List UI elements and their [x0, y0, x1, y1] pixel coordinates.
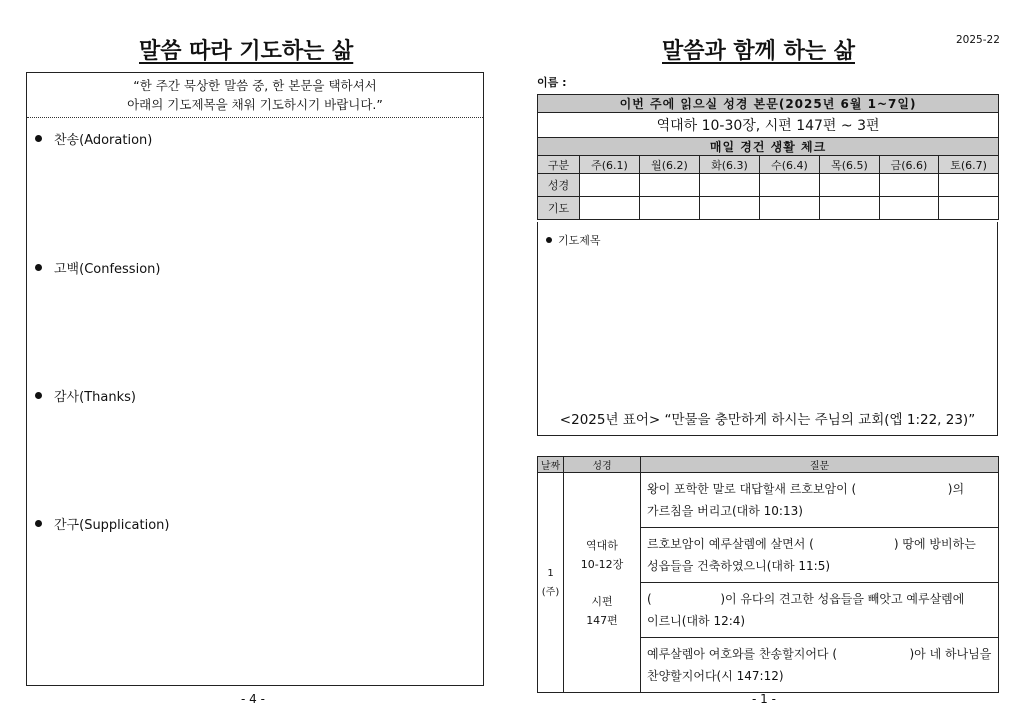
bible-chapters-2: 147편: [586, 613, 618, 627]
quiz-table: [537, 456, 999, 693]
row-label-bible: 성경: [538, 174, 580, 197]
instruction-line-2: 아래의 기도제목을 채워 기도하시기 바랍니다.”: [127, 97, 383, 112]
question-line: 찬양할지어다(시 147:12): [647, 669, 784, 683]
question-line: 이르니(대하 12:4): [647, 614, 746, 628]
prayer-box: [537, 222, 998, 436]
left-page-title: 말씀 따라 기도하는 삶: [139, 39, 354, 64]
category-thanks: [35, 386, 136, 405]
question-line: 가르침을 버리고(대하 10:13): [647, 504, 803, 518]
check-cell[interactable]: [640, 174, 700, 197]
category-confession: [35, 258, 160, 277]
check-cell[interactable]: [640, 197, 700, 220]
right-page-title: 말씀과 함께 하는 삶: [662, 39, 855, 64]
quiz-date: [538, 473, 564, 693]
day-header-label: 구분: [538, 156, 580, 174]
question-4[interactable]: [641, 638, 999, 693]
check-cell[interactable]: [880, 174, 939, 197]
question-2[interactable]: [641, 528, 999, 583]
category-adoration: [35, 129, 152, 148]
question-3[interactable]: [641, 583, 999, 638]
category-supplication: [35, 514, 170, 533]
question-line: ( )이 유다의 견고한 성읍들을 빼앗고 예루살렘에: [647, 592, 965, 606]
check-cell[interactable]: [820, 174, 880, 197]
question-line: 르호보암이 예루살렘에 살면서 ( ) 땅에 방비하는: [647, 537, 976, 551]
bullet-icon: [35, 392, 42, 399]
quiz-bible: [564, 473, 641, 693]
check-cell[interactable]: [760, 174, 820, 197]
category-label: 감사(Thanks): [54, 390, 136, 405]
date-number: 1: [547, 567, 554, 579]
question-line: 왕이 포학한 말로 대답할새 르호보암이 ( )의: [647, 482, 965, 496]
bullet-icon: [546, 237, 552, 243]
bullet-icon: [35, 520, 42, 527]
right-page-number: - 1 -: [752, 692, 776, 706]
spacer: [564, 574, 640, 592]
doc-code: 2025-22: [956, 34, 1000, 46]
day-header: 주(6.1): [580, 156, 640, 174]
day-header: 금(6.6): [880, 156, 939, 174]
instruction: [27, 73, 483, 118]
day-header: 화(6.3): [700, 156, 760, 174]
left-page-number: - 4 -: [241, 692, 265, 706]
prayer-label-text: 기도제목: [558, 234, 601, 247]
row-label-prayer: 기도: [538, 197, 580, 220]
check-cell[interactable]: [580, 197, 640, 220]
quiz-header-bible: 성경: [564, 457, 641, 473]
question-1[interactable]: [641, 473, 999, 528]
category-label: 찬송(Adoration): [54, 133, 153, 148]
question-line: 예루살렘아 여호와를 찬송할지어다 ( )아 네 하나님을: [647, 647, 992, 661]
check-cell[interactable]: [820, 197, 880, 220]
check-cell[interactable]: [580, 174, 640, 197]
check-cell[interactable]: [939, 197, 999, 220]
quiz-header-question: 질문: [641, 457, 999, 473]
check-cell[interactable]: [760, 197, 820, 220]
day-header: 토(6.7): [939, 156, 999, 174]
check-cell[interactable]: [880, 197, 939, 220]
bullet-icon: [35, 264, 42, 271]
bible-book-1: 역대하: [586, 538, 618, 552]
bible-chapters-1: 10-12장: [580, 557, 624, 571]
check-cell[interactable]: [939, 174, 999, 197]
prayer-topics: [546, 232, 601, 248]
category-label: 간구(Supplication): [54, 518, 170, 533]
reading-check-table: [537, 94, 999, 220]
prayer-guide-box: [26, 72, 484, 686]
day-header: 월(6.2): [640, 156, 700, 174]
quiz-header-date: 날짜: [538, 457, 564, 473]
check-header: 매일 경건 생활 체크: [538, 138, 999, 156]
bible-book-2: 시편: [591, 594, 613, 608]
check-cell[interactable]: [700, 174, 760, 197]
instruction-line-1: “한 주간 묵상한 말씀 중, 한 본문을 택하셔서: [133, 78, 377, 93]
name-label: 이름 :: [537, 76, 567, 89]
category-label: 고백(Confession): [54, 262, 161, 277]
day-header: 수(6.4): [760, 156, 820, 174]
day-header: 목(6.5): [820, 156, 880, 174]
date-day: (주): [541, 586, 560, 598]
reading-header: 이번 주에 읽으실 성경 본문(2025년 6월 1~7일): [538, 95, 999, 113]
reading-text: 역대하 10-30장, 시편 147편 ~ 3편: [538, 113, 999, 138]
question-line: 성읍들을 건축하였으니(대하 11:5): [647, 559, 831, 573]
bullet-icon: [35, 135, 42, 142]
yearly-motto: <2025년 표어> “만물을 충만하게 하시는 주님의 교회(엡 1:22, 23)”: [559, 412, 976, 428]
check-cell[interactable]: [700, 197, 760, 220]
